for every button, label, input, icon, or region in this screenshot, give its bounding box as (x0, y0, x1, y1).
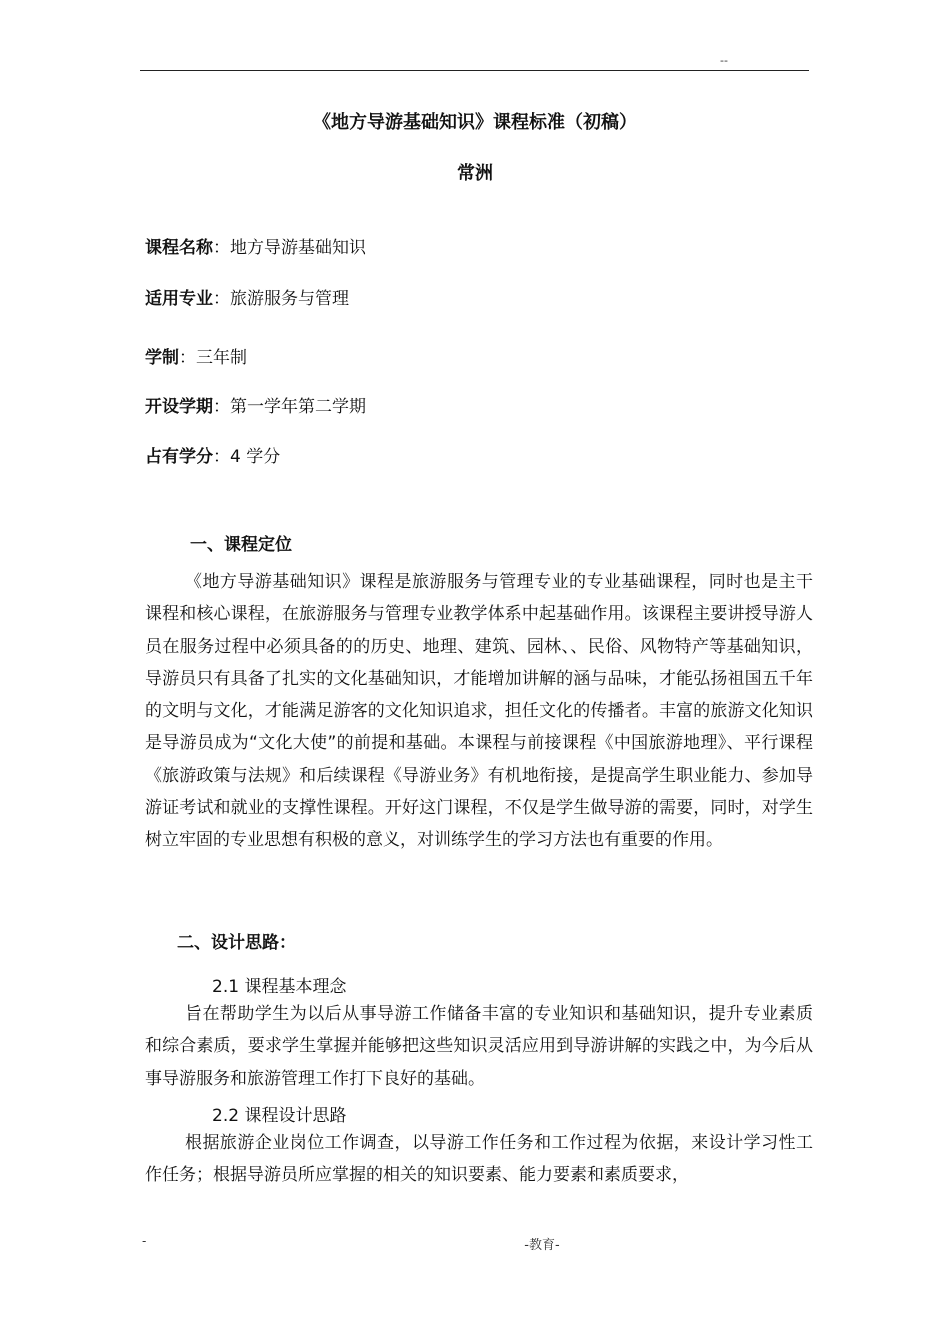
meta-major-value: 旅游服务与管理 (230, 289, 349, 309)
meta-system-sep: ： (179, 348, 196, 368)
footer-label: -教育- (524, 1238, 560, 1253)
section-1-body: 《地方导游基础知识》课程是旅游服务与管理专业的专业基础课程，同时也是主干课程和核心课程，在旅游服务与管理专业教学体系中起基础作用。该课程主要讲授导游人员在服务过程中必须具备的的历史、地理、建筑、园林、、民俗、风物特产等基础知识，导游员只有具备了扎实的文化基础知识，才能增加讲解的涵与品味，才能弘扬祖国五千年的文明与文化，才能满足游客的文化知识追求，担任文化的传播者。丰富的旅游文化知识是导游员成为“文化大使”的前提和基础。本课程与前接课程《中国旅游地理》、平行课程《旅游政策与法规》和后续课程《导游业务》有机地衔接，是提高学生职业能力、参加导游证考试和就业的支撑性课程。开好这门课程，不仅是学生做导游的需要，同时，对学生树立牢固的专业思想有积极的意义，对训练学生的学习方法也有重要的作用。 (145, 572, 813, 851)
subsection-2-1-body: 旨在帮助学生为以后从事导游工作储备丰富的专业知识和基础知识，提升专业素质和综合素质，要求学生掌握并能够把这些知识灵活应用到导游讲解的实践之中，为今后从事导游服务和旅游管理工作打下良好的基础。 (145, 1004, 813, 1089)
meta-credits (145, 442, 280, 467)
meta-term-value: 第一学年第二学期 (230, 397, 366, 417)
meta-course-name-key: 课程名称 (145, 238, 213, 258)
header-rule (140, 70, 809, 71)
meta-course-name-sep: ： (213, 238, 230, 258)
footer-left-mark: - (142, 1234, 147, 1248)
meta-term-sep: ： (213, 397, 230, 417)
meta-credits-sep: ： (213, 447, 230, 467)
meta-course-name (145, 233, 366, 258)
meta-major-sep: ： (213, 289, 230, 309)
meta-credits-value: 4 学分 (230, 447, 281, 467)
subsection-2-2-body: 根据旅游企业岗位工作调查，以导游工作任务和工作过程为依据，来设计学习性工作任务；根据导游员所应掌握的相关的知识要素、能力要素和素质要求， (145, 1133, 813, 1186)
meta-major (145, 284, 349, 309)
meta-credits-key: 占有学分 (145, 447, 213, 467)
meta-system (145, 343, 247, 368)
meta-system-key: 学制 (145, 348, 179, 368)
meta-term (145, 392, 366, 417)
header-mark: -- (720, 54, 728, 67)
section-1-heading: 一、课程定位 (190, 535, 292, 555)
meta-term-key: 开设学期 (145, 397, 213, 417)
subsection-2-1-heading: 2.1 课程基本理念 (212, 977, 347, 997)
document-title: 《地方导游基础知识》课程标准（初稿） (313, 112, 637, 133)
meta-system-value: 三年制 (196, 348, 247, 368)
section-2-heading: 二、设计思路： (177, 933, 296, 953)
document-author: 常洲 (457, 163, 493, 184)
subsection-2-2-heading: 2.2 课程设计思路 (212, 1106, 347, 1126)
meta-course-name-value: 地方导游基础知识 (230, 238, 366, 258)
meta-major-key: 适用专业 (145, 289, 213, 309)
